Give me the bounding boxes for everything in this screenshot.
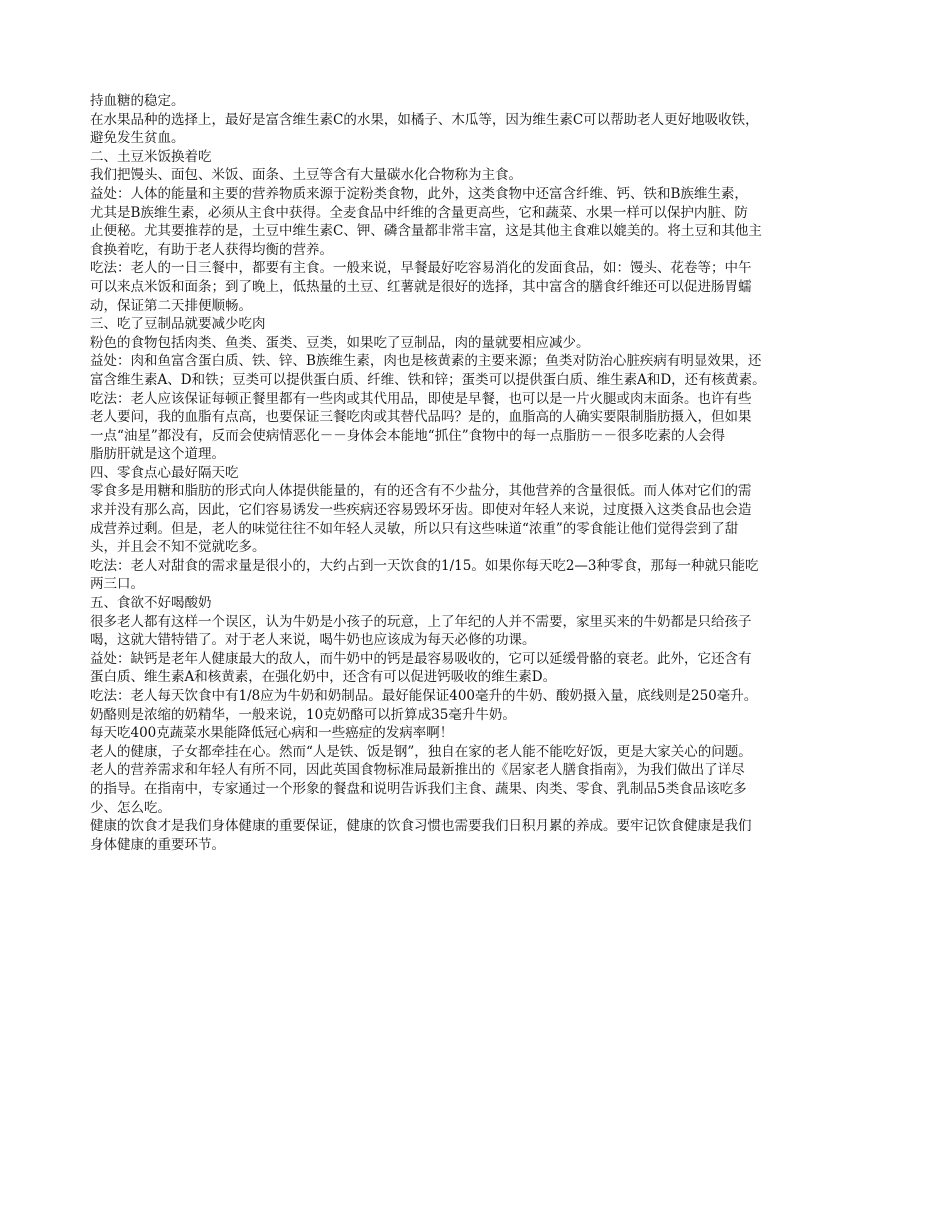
- text-line: 食换着吃，有助于老人获得均衡的营养。: [90, 241, 333, 258]
- text-line: 动，保证第二天排便顺畅。: [90, 297, 252, 314]
- text-line: 每天吃400克蔬菜水果能降低冠心病和一些癌症的发病率啊！: [90, 725, 454, 742]
- text-line: 富含维生素A、D和铁；豆类可以提供蛋白质、纤维、铁和锌；蛋类可以提供蛋白质、维生素A和D，还有核黄素。: [90, 371, 766, 388]
- text-line: 身体健康的重要环节。: [90, 836, 225, 853]
- text-line: 在水果品种的选择上，最好是富含维生素C的水果，如橘子、木瓜等，因为维生素C可以帮助老人更好地吸收铁，: [90, 111, 759, 128]
- text-line: 少、怎么吃。: [90, 799, 171, 816]
- text-line: 吃法：老人的一日三餐中，都要有主食。一般来说，早餐最好吃容易消化的发面食品，如：馒头、花卷等；中午: [90, 260, 752, 277]
- text-line: 很多老人都有这样一个误区，认为牛奶是小孩子的玩意，上了年纪的人并不需要，家里买来的牛奶都是只给孩子: [90, 613, 752, 630]
- text-line: 健康的饮食才是我们身体健康的重要保证，健康的饮食习惯也需要我们日积月累的养成。要牢记饮食健康是我们: [90, 818, 752, 835]
- section-heading: 四、零食点心最好隔天吃: [90, 464, 239, 481]
- text-line: 的指导。在指南中，专家通过一个形象的餐盘和说明告诉我们主食、蔬果、肉类、零食、乳制品5类食品该吃多: [90, 780, 747, 797]
- text-line: 益处：人体的能量和主要的营养物质来源于淀粉类食物，此外，这类食物中还富含纤维、钙、铁和B族维生素，: [90, 185, 748, 202]
- text-line: 脂肪肝就是这个道理。: [90, 446, 225, 463]
- text-line: 头，并且会不知不觉就吃多。: [90, 539, 266, 556]
- text-line: 持血糖的稳定。: [90, 93, 185, 109]
- text-line: 求并没有那么高，因此，它们容易诱发一些疾病还容易毁坏牙齿。即使对年轻人来说，过度摄入这类食品也会造: [90, 502, 752, 519]
- text-line: 蛋白质、维生素A和核黄素，在强化奶中，还含有可以促进钙吸收的维生素D。: [90, 669, 557, 686]
- text-line: 老人的健康，子女都牵挂在心。然而“人是铁、饭是钢”，独自在家的老人能不能吃好饭，更是大家关心的问题。: [90, 743, 752, 760]
- text-line: 成营养过剩。但是，老人的味觉往往不如年轻人灵敏，所以只有这些味道“浓重”的零食能让他们觉得尝到了甜: [90, 520, 739, 537]
- text-line: 可以来点米饭和面条；到了晚上，低热量的土豆、红薯就是很好的选择，其中富含的膳食纤维还可以促进肠胃蠕: [90, 278, 752, 295]
- text-line: 尤其是B族维生素，必须从主食中获得。全麦食品中纤维的含量更高些，它和蔬菜、水果一样可以保护内脏、防: [90, 204, 748, 221]
- text-line: 避免发生贫血。: [90, 130, 185, 147]
- text-line: 益处：肉和鱼富含蛋白质、铁、锌、B族维生素，肉也是核黄素的主要来源；鱼类对防治心脏疾病有明显效果，还: [90, 353, 762, 370]
- text-line: 粉色的食物包括肉类、鱼类、蛋类、豆类，如果吃了豆制品，肉的量就要相应减少。: [90, 334, 590, 351]
- text-line: 吃法：老人每天饮食中有1/8应为牛奶和奶制品。最好能保证400毫升的牛奶、酸奶摄入量，底线则是250毫升。: [90, 688, 758, 704]
- text-line: 吃法：老人应该保证每顿正餐里都有一些肉或其代用品，即使是早餐，也可以是一片火腿或肉末面条。也许有些: [90, 390, 752, 407]
- text-line: 止便秘。尤其要推荐的是，土豆中维生素C、钾、磷含量都非常丰富，这是其他主食难以媲美的。将土豆和其他主: [90, 223, 762, 240]
- text-line: 零食多是用糖和脂肪的形式向人体提供能量的，有的还含有不少盐分，其他营养的含量很低。而人体对它们的需: [90, 483, 752, 500]
- text-line: 我们把馒头、面包、米饭、面条、土豆等含有大量碳水化合物称为主食。: [90, 167, 522, 184]
- document-body: [90, 92, 870, 854]
- text-line: 老人的营养需求和年轻人有所不同，因此英国食物标准局最新推出的《居家老人膳食指南》，为我们做出了详尽: [90, 762, 745, 779]
- text-line: 一点“油星”都没有，反而会使病情恶化－－身体会本能地“抓住”食物中的每一点脂肪－－很多吃素的人会得: [90, 427, 726, 444]
- text-line: 吃法：老人对甜食的需求量是很小的，大约占到一天饮食的1/15。如果你每天吃2—3种零食，那每一种就只能吃: [90, 557, 759, 574]
- text-line: 两三口。: [90, 576, 144, 593]
- text-line: 喝，这就大错特错了。对于老人来说，喝牛奶也应该成为每天必修的功课。: [90, 632, 536, 649]
- text-line: 益处：缺钙是老年人健康最大的敌人，而牛奶中的钙是最容易吸收的，它可以延缓骨骼的衰老。此外，它还含有: [90, 650, 752, 667]
- text-line: 奶酪则是浓缩的奶精华，一般来说，10克奶酪可以折算成35毫升牛奶。: [90, 706, 516, 723]
- text-line: 老人要问，我的血脂有点高，也要保证三餐吃肉或其替代品吗？是的，血脂高的人确实要限制脂肪摄入，但如果: [90, 409, 752, 426]
- section-heading: 三、吃了豆制品就要减少吃肉: [90, 316, 266, 333]
- section-heading: 五、食欲不好喝酸奶: [90, 595, 212, 612]
- section-heading: 二、土豆米饭换着吃: [90, 148, 212, 165]
